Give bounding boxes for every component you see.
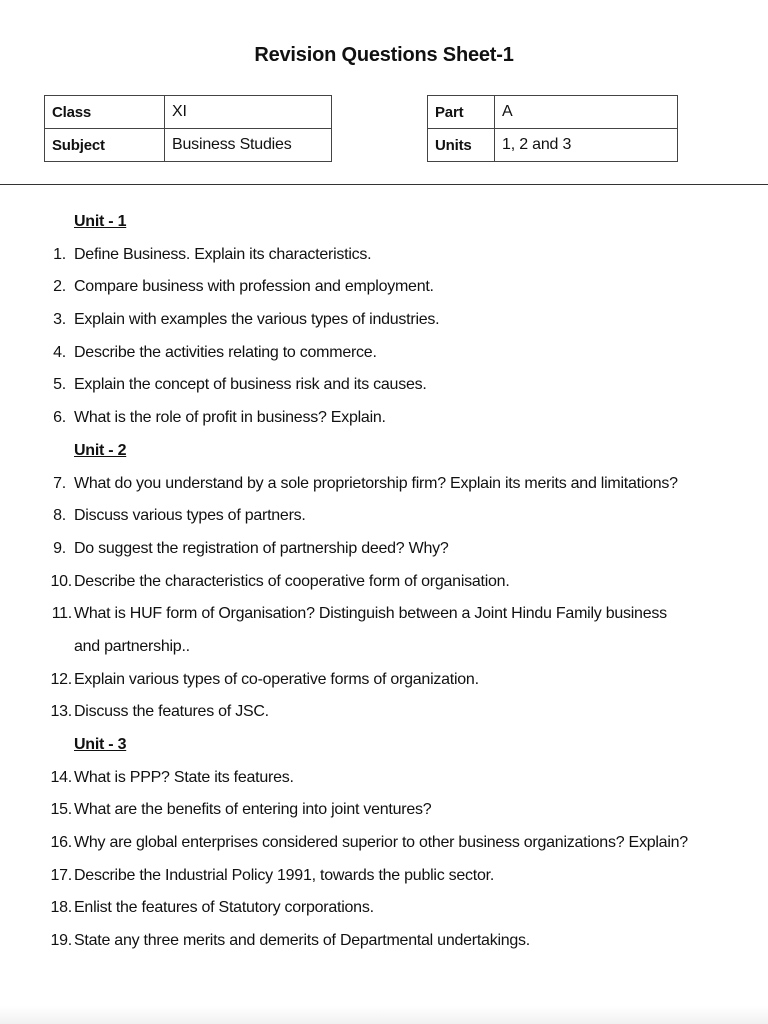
question-text: Explain with examples the various types of industries. [74, 311, 440, 329]
subject-value: Business Studies [165, 129, 332, 162]
list-item [0, 925, 768, 958]
question-text: Discuss various types of partners. [74, 507, 306, 525]
unit-heading-2: Unit - 2 [74, 441, 127, 459]
list-item [0, 369, 768, 402]
list-item [0, 402, 768, 435]
question-number: 14. [50, 768, 72, 786]
question-text: Describe the characteristics of cooperative form of organisation. [74, 572, 510, 590]
question-number: 7. [53, 474, 66, 492]
question-number: 19. [50, 932, 72, 950]
list-item [0, 827, 768, 860]
question-number: 13. [50, 703, 72, 721]
question-list [0, 206, 768, 958]
question-number: 10. [50, 572, 72, 590]
list-item [0, 337, 768, 370]
subject-label: Subject [45, 129, 165, 162]
list-item [0, 500, 768, 533]
table-row [428, 129, 678, 162]
question-number: 11. [51, 605, 72, 623]
list-item [0, 892, 768, 925]
question-text: What are the benefits of entering into joint ventures? [74, 801, 432, 819]
page-title: Revision Questions Sheet-1 [254, 44, 514, 66]
list-item [0, 860, 768, 893]
question-text: What is HUF form of Organisation? Distinguish between a Joint Hindu Family business [74, 605, 667, 623]
part-label: Part [428, 96, 495, 129]
part-units-table [427, 95, 678, 162]
question-text: Discuss the features of JSC. [74, 703, 269, 721]
class-subject-table [44, 95, 332, 162]
question-continuation: and partnership.. [74, 637, 190, 655]
question-text: Enlist the features of Statutory corporations. [74, 899, 374, 917]
question-text: Compare business with profession and employment. [74, 278, 434, 296]
table-row [428, 96, 678, 129]
question-number: 15. [50, 801, 72, 819]
question-text: Describe the activities relating to commerce. [74, 343, 377, 361]
list-item [0, 664, 768, 697]
question-number: 1. [53, 245, 66, 263]
class-label: Class [45, 96, 165, 129]
question-number: 8. [53, 507, 66, 525]
question-number: 3. [53, 311, 66, 329]
question-text: Do suggest the registration of partnership deed? Why? [74, 539, 449, 557]
part-value: A [495, 96, 678, 129]
list-item [0, 304, 768, 337]
list-item [0, 696, 768, 729]
question-number: 6. [53, 409, 66, 427]
question-text: Why are global enterprises considered superior to other business organizations? Explain? [74, 834, 688, 852]
class-value: XI [165, 96, 332, 129]
question-number: 4. [53, 343, 66, 361]
units-value: 1, 2 and 3 [495, 129, 678, 162]
list-item [0, 762, 768, 795]
question-number: 17. [50, 866, 72, 884]
list-item [0, 468, 768, 501]
question-number: 2. [53, 278, 66, 296]
question-number: 5. [53, 376, 66, 394]
unit-heading-1: Unit - 1 [74, 213, 127, 230]
question-number: 16. [50, 834, 72, 852]
question-text: What is PPP? State its features. [74, 768, 294, 786]
table-row [45, 96, 332, 129]
question-text: Explain various types of co-operative forms of organization. [74, 670, 479, 688]
question-text: Define Business. Explain its characteristics. [74, 245, 372, 263]
question-text: Explain the concept of business risk and its causes. [74, 376, 427, 394]
units-label: Units [428, 129, 495, 162]
list-item [0, 598, 768, 631]
question-text: What do you understand by a sole proprietorship firm? Explain its merits and limitations? [74, 474, 678, 492]
question-number: 12. [50, 670, 72, 688]
question-text: State any three merits and demerits of Departmental undertakings. [74, 932, 530, 950]
question-number: 9. [53, 539, 66, 557]
list-item [0, 533, 768, 566]
question-text: Describe the Industrial Policy 1991, towards the public sector. [74, 866, 495, 884]
list-item [0, 271, 768, 304]
list-item [0, 239, 768, 272]
question-text: What is the role of profit in business? Explain. [74, 409, 386, 427]
table-row [45, 129, 332, 162]
list-item [0, 566, 768, 599]
question-number: 18. [50, 899, 72, 917]
unit-heading-3: Unit - 3 [74, 736, 127, 753]
page-bottom-shade [0, 1006, 768, 1024]
list-item [0, 794, 768, 827]
header-divider [0, 184, 768, 185]
